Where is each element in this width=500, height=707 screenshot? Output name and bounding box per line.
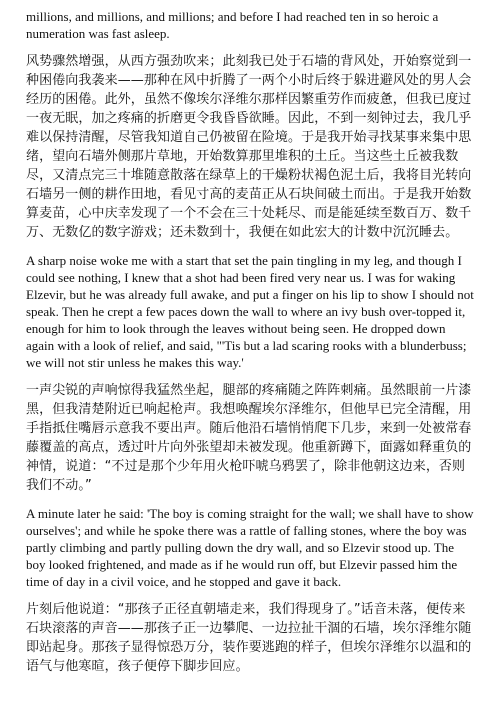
paragraph-chinese: 一声尖锐的声响惊得我猛然坐起，腿部的疼痛随之阵阵刺痛。虽然眼前一片漆黑，但我清楚附近已响起枪声。我想唤醒埃尔泽维尔，但他早已完全清醒，用手指抵住嘴唇示意我不要出声。随后他沿石墙悄悄爬下几步，来到一处被常春藤覆盖的高点，透过叶片向外张望却未被发现。他重新蹲下，面露如释重负的神情，说道：“不过是那个少年用火枪吓唬乌鸦罢了，除非他朝这边来，否则我们不动。”: [26, 383, 472, 493]
paragraph-english: A minute later he said: 'The boy is coming straight for the wall; we shall have to show ourselves'; and while he spoke there was a rattle of falling stones, where the boy was partly climbing and partly pulling down the dry wall, and so Elzevir stood up. The boy looked frightened, and made as if he would run off, but Elzevir passed him the time of day in a civil voice, and he stopped and gave it back.: [26, 506, 474, 589]
paragraph-english: millions, and millions, and millions; and before I had reached ten in so heroic a numeration was fast asleep.: [26, 9, 439, 41]
paragraph-chinese: 风势骤然增强，从西方强劲吹来；此刻我已处于石墙的背风处，开始察觉到一种困倦向我袭来——那种在风中折腾了一两个小时后终于躲进避风处的男人会经历的困倦。此外，虽然不像埃尔泽维尔那样因繁重劳作而疲惫，但我已度过一夜无眠，加之疼痛的折磨更令我昏昏欲睡。因此，不到一刻钟过去，我几乎难以保持清醒，尽管我知道自己仍被留在险境。于是我开始寻找某事来集中思绪，望向石墙外侧那片草地，开始数算那里堆积的土丘。当这些土丘被我数尽，又清点完三十堆随意散落在绿草上的干燥粉状褐色泥土后，我将目光转向石墙另一侧的耕作田地，看见寸高的麦苗正从石块间破土而出。于是我开始数算麦苗，心中庆幸发现了一个不会在三十处耗尽、而是能延续至数百万、数千万、无数亿的数字游戏；还未数到十，我便在如此宏大的计数中沉沉睡去。: [26, 54, 472, 240]
paragraph-english: A sharp noise woke me with a start that set the pain tingling in my leg, and though I could see nothing, I knew that a shot had been fired very near us. I was for waking Elzevir, but he was already full awake, and put a finger on his lip to show I should not speak. Then he crept a few paces down the wall to where an ivy bush over-topped it, enough for him to look through the leaves without being seen. He dropped down again with a look of relief, and said, "'Tis but a lad scaring rooks with a blunderbuss; we will not stir unless he makes this way.': [26, 253, 474, 370]
paragraph-chinese: 片刻后他说道：“那孩子正径直朝墙走来，我们得现身了。”话音未落，便传来石块滚落的声音——那孩子正一边攀爬、一边拉扯干涸的石墙，埃尔泽维尔随即站起身。那孩子显得惊恐万分，装作要逃跑的样子，但埃尔泽维尔以温和的语气与他寒暄，孩子便停下脚步回应。: [26, 602, 472, 674]
